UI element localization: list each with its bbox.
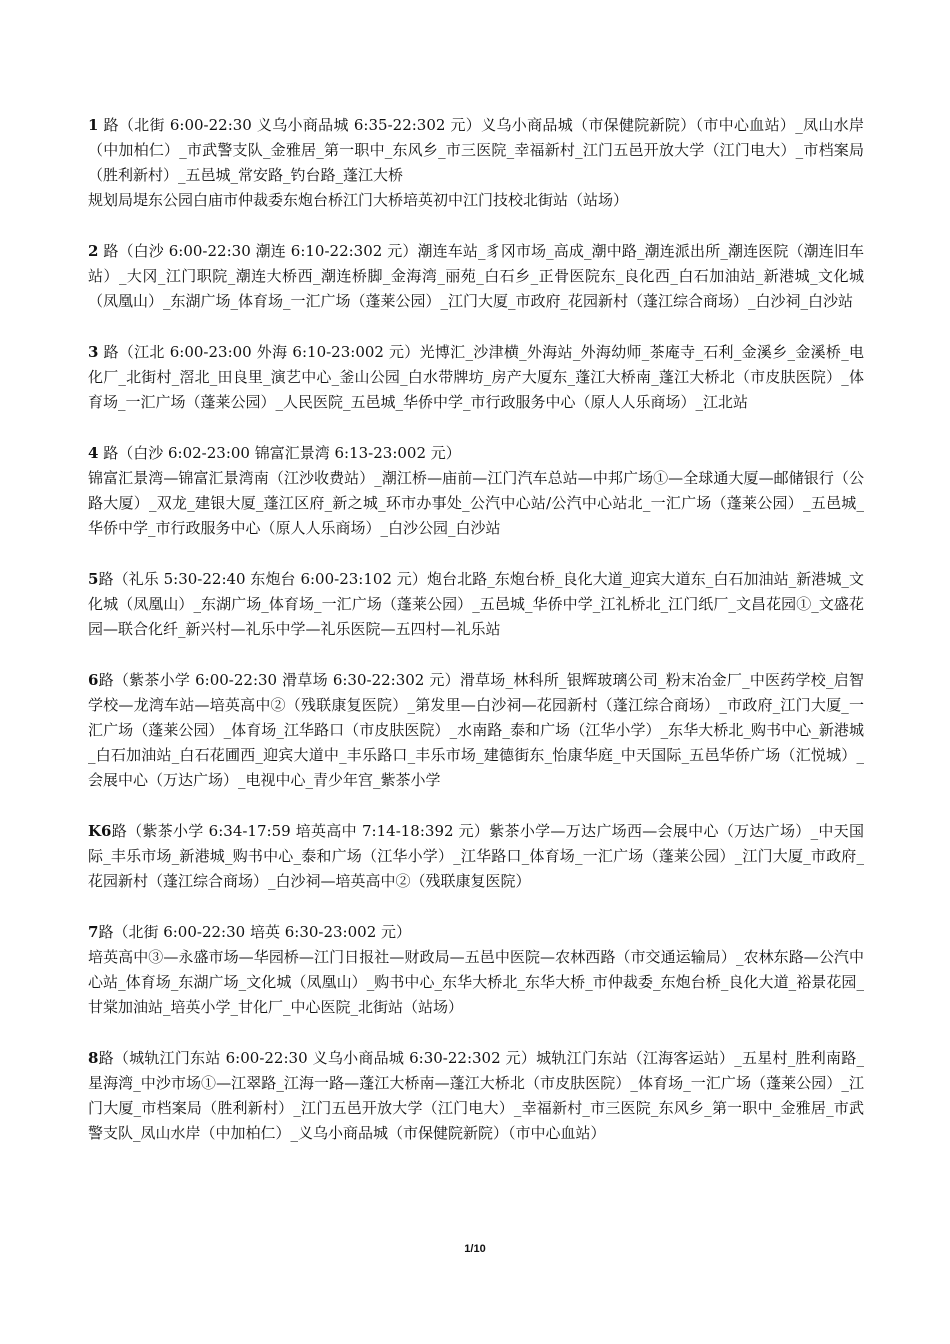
route-number: 5 xyxy=(88,570,99,588)
route-line xyxy=(88,1046,864,1146)
route-line: 规划局堤东公园白庙市仲裁委东炮台桥江门大桥培英初中江门技校北街站（站场） xyxy=(88,191,629,209)
route-line xyxy=(88,668,864,793)
route-line xyxy=(88,340,864,415)
route-text: 路（北街 6:00-22:30 培英 6:30-23:002 元） xyxy=(98,923,412,941)
route-number: 7 xyxy=(88,923,99,941)
route-line xyxy=(88,567,864,642)
route-8 xyxy=(88,1046,864,1146)
route-text: 路（紫茶小学 6:34-17:59 培英高中 7:14-18:392 元）紫茶小学—万达广场西—会展中心（万达广场）_中天国际_丰乐市场_新港城_购书中心_泰和广场（江华小学）_江华路口_体育场_一汇广场（蓬莱公园）_江门大厦_市政府_花园新村（蓬江综合商场）_白沙祠—培英高中②（残联康复医院） xyxy=(88,822,864,890)
route-line xyxy=(88,920,864,945)
route-line xyxy=(88,239,864,314)
page-number: 1/10 xyxy=(464,1243,486,1255)
route-text: 路（北街 6:00-22:30 义乌小商品城 6:35-22:302 元）义乌小商品城（市保健院新院）（市中心血站）_凤山水岸（中加柏仁）_市武警支队_金雅居_第一职中_东风乡_市三医院_幸福新村_江门五邑开放大学（江门电大）_市档案局（胜利新村）_五邑城_常安路_钓台路_蓬江大桥 xyxy=(88,116,864,184)
route-text: 路（白沙 6:00-22:30 潮连 6:10-22:302 元）潮连车站_豸冈市场_高成_潮中路_潮连派出所_潮连医院（潮连旧车站）_大冈_江门职院_潮连大桥西_潮连桥脚_金海湾_丽苑_白石乡_正骨医院东_良化西_白石加油站_新港城_文化城（凤凰山）_东湖广场_体育场_一汇广场（蓬莱公园）_江门大厦_市政府_花园新村（蓬江综合商场）_白沙祠_白沙站 xyxy=(88,242,864,310)
route-text: 路（紫茶小学 6:00-22:30 滑草场 6:30-22:302 元）滑草场_林科所_银辉玻璃公司_粉末冶金厂_中医药学校_启智学校—龙湾车站—培英高中②（残联康复医院）_第发里—白沙祠—花园新村（蓬江综合商场）_市政府_江门大厦_一汇广场（蓬莱公园）_体育场_江华路口（市皮肤医院）_水南路_泰和广场（江华小学）_东华大桥北_购书中心_新港城_白石加油站_白石花圃西_迎宾大道中_丰乐路口_丰乐市场_建德街东_怡康华庭_中天国际_五邑华侨广场（汇悦城）_会展中心（万达广场）_电视中心_青少年宫_紫茶小学 xyxy=(88,671,864,789)
route-number: K6 xyxy=(88,822,112,840)
route-2 xyxy=(88,239,864,314)
route-6 xyxy=(88,668,864,793)
route-line xyxy=(88,113,864,188)
route-k6 xyxy=(88,819,864,894)
route-line xyxy=(88,819,864,894)
route-text: 路（白沙 6:02-23:00 锦富汇景湾 6:13-23:002 元） xyxy=(98,444,461,462)
route-line: 培英高中③—永盛市场—华园桥—江门日报社—财政局—五邑中医院—农林西路（市交通运输局）_农林东路—公汽中心站_体育场_东湖广场_文化城（凤凰山）_购书中心_东华大桥北_东华大桥_市仲裁委_东炮台桥_良化大道_裕景花园_甘棠加油站_培英小学_甘化厂_中心医院_北街站（站场） xyxy=(88,948,864,1016)
route-number: 4 xyxy=(88,444,99,462)
route-text: 路（江北 6:00-23:00 外海 6:10-23:002 元）光博汇_沙津横_外海站_外海幼师_茶庵寺_石利_金溪乡_金溪桥_电化厂_北街村_滘北_田良里_演艺中心_釜山公园_白水带牌坊_房产大厦东_蓬江大桥南_蓬江大桥北（市皮肤医院）_体育场_一汇广场（蓬莱公园）_人民医院_五邑城_华侨中学_市行政服务中心（原人人乐商场）_江北站 xyxy=(88,343,864,411)
route-number: 3 xyxy=(88,343,99,361)
route-5 xyxy=(88,567,864,642)
route-text: 路（城轨江门东站 6:00-22:30 义乌小商品城 6:30-22:302 元）城轨江门东站（江海客运站）_五星村_胜利南路_星海湾_中沙市场①—江翠路_江海一路—蓬江大桥南—蓬江大桥北（市皮肤医院）_体育场_一汇广场（蓬莱公园）_江门大厦_市档案局（胜利新村）_江门五邑开放大学（江门电大）_幸福新村_市三医院_东风乡_第一职中_金雅居_市武警支队_凤山水岸（中加柏仁）_义乌小商品城（市保健院新院）（市中心血站） xyxy=(88,1049,864,1142)
route-7 xyxy=(88,920,864,1020)
route-line: 锦富汇景湾—锦富汇景湾南（江沙收费站）_潮江桥—庙前—江门汽车总站—中邦广场①—全球通大厦—邮储银行（公路大厦）_双龙_建银大厦_蓬江区府_新之城_环市办事处_公汽中心站/公汽中心站北_一汇广场（蓬莱公园）_五邑城_华侨中学_市行政服务中心（原人人乐商场）_白沙公园_白沙站 xyxy=(88,469,864,537)
route-number: 1 xyxy=(88,116,99,134)
route-number: 2 xyxy=(88,242,99,260)
route-4 xyxy=(88,441,864,541)
route-3 xyxy=(88,340,864,415)
route-list xyxy=(88,113,864,1172)
route-1 xyxy=(88,113,864,213)
route-line xyxy=(88,441,864,466)
route-number: 6 xyxy=(88,671,99,689)
route-number: 8 xyxy=(88,1049,99,1067)
route-text: 路（礼乐 5:30-22:40 东炮台 6:00-23:102 元）炮台北路_东炮台桥_良化大道_迎宾大道东_白石加油站_新港城_文化城（凤凰山）_东湖广场_体育场_一汇广场（蓬莱公园）_五邑城_华侨中学_江礼桥北_江门纸厂_文昌花园①_文盛花园—联合化纤_新兴村—礼乐中学—礼乐医院—五四村—礼乐站 xyxy=(88,570,864,638)
